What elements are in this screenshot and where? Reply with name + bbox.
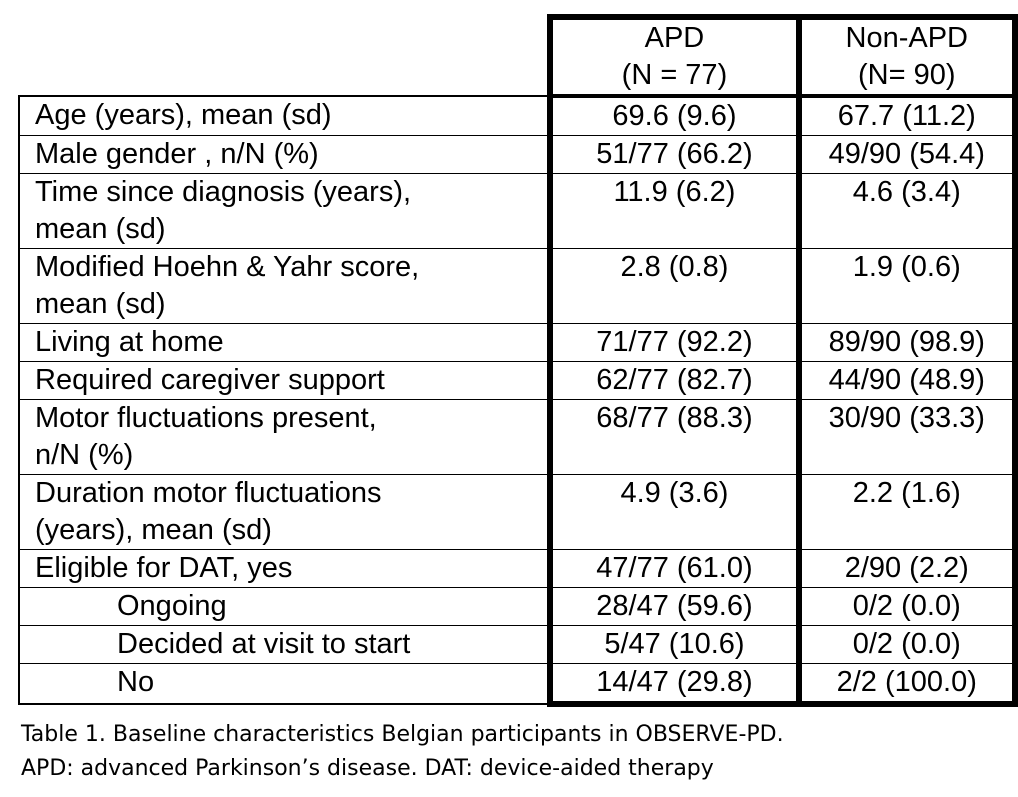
apd-value: 2.8 (0.8) [550, 249, 798, 324]
table-header-row [19, 17, 1015, 96]
non-apd-value: 2/2 (100.0) [799, 664, 1015, 705]
row-label [19, 362, 550, 400]
table-row [19, 588, 1015, 626]
row-label [19, 588, 550, 626]
non-apd-value: 89/90 (98.9) [799, 324, 1015, 362]
table-row [19, 400, 1015, 475]
row-label-line: n/N (%) [35, 439, 134, 471]
apd-value: 5/47 (10.6) [550, 626, 798, 664]
row-label [19, 626, 550, 664]
non-apd-value: 0/2 (0.0) [799, 626, 1015, 664]
apd-value: 62/77 (82.7) [550, 362, 798, 400]
row-label-line: Eligible for DAT, yes [35, 552, 293, 584]
table-row [19, 96, 1015, 136]
non-apd-value: 2.2 (1.6) [799, 475, 1015, 550]
table-row [19, 664, 1015, 705]
baseline-characteristics-table-container [18, 14, 1018, 707]
non-apd-value: 67.7 (11.2) [799, 96, 1015, 136]
row-label-line: Ongoing [117, 590, 227, 622]
apd-value: 71/77 (92.2) [550, 324, 798, 362]
header-non-apd-count: (N= 90) [858, 59, 956, 91]
non-apd-value: 0/2 (0.0) [799, 588, 1015, 626]
baseline-characteristics-table [18, 14, 1018, 707]
row-label-line: (years), mean (sd) [35, 514, 272, 546]
table-row [19, 136, 1015, 174]
row-label-line: Age (years), mean (sd) [35, 99, 332, 131]
row-label [19, 174, 550, 249]
row-label-line: mean (sd) [35, 213, 166, 245]
non-apd-value: 49/90 (54.4) [799, 136, 1015, 174]
header-apd-title: APD [644, 22, 705, 54]
header-non-apd [799, 17, 1015, 96]
row-label [19, 249, 550, 324]
caption-line-2: APD: advanced Parkinson’s disease. DAT: device-aided therapy [21, 756, 714, 781]
header-apd [550, 17, 798, 96]
apd-value: 69.6 (9.6) [550, 96, 798, 136]
table-caption [21, 718, 784, 786]
row-label [19, 475, 550, 550]
apd-value: 4.9 (3.6) [550, 475, 798, 550]
apd-value: 47/77 (61.0) [550, 550, 798, 588]
row-label [19, 664, 550, 705]
row-label-line: Duration motor fluctuations [35, 477, 382, 509]
non-apd-value: 1.9 (0.6) [799, 249, 1015, 324]
row-label [19, 136, 550, 174]
non-apd-value: 30/90 (33.3) [799, 400, 1015, 475]
header-non-apd-title: Non-APD [845, 22, 968, 54]
apd-value: 28/47 (59.6) [550, 588, 798, 626]
row-label [19, 400, 550, 475]
header-blank-cell [19, 17, 550, 96]
row-label-line: Time since diagnosis (years), [35, 176, 412, 208]
table-row [19, 626, 1015, 664]
row-label-line: No [117, 666, 155, 698]
row-label-line: mean (sd) [35, 288, 166, 320]
header-apd-count: (N = 77) [621, 59, 728, 91]
row-label-line: Decided at visit to start [117, 628, 411, 660]
row-label [19, 96, 550, 136]
row-label-line: Motor fluctuations present, [35, 402, 377, 434]
apd-value: 68/77 (88.3) [550, 400, 798, 475]
row-label [19, 550, 550, 588]
row-label-line: Male gender , n/N (%) [35, 138, 319, 170]
apd-value: 51/77 (66.2) [550, 136, 798, 174]
caption-line-1: Table 1. Baseline characteristics Belgian participants in OBSERVE-PD. [21, 722, 784, 747]
table-row [19, 249, 1015, 324]
row-label-line: Required caregiver support [35, 364, 385, 396]
row-label-line: Modified Hoehn & Yahr score, [35, 251, 420, 283]
table-row [19, 550, 1015, 588]
apd-value: 11.9 (6.2) [550, 174, 798, 249]
non-apd-value: 4.6 (3.4) [799, 174, 1015, 249]
row-label [19, 324, 550, 362]
table-row [19, 174, 1015, 249]
apd-value: 14/47 (29.8) [550, 664, 798, 705]
table-row [19, 324, 1015, 362]
row-label-line: Living at home [35, 326, 224, 358]
non-apd-value: 44/90 (48.9) [799, 362, 1015, 400]
non-apd-value: 2/90 (2.2) [799, 550, 1015, 588]
table-row [19, 475, 1015, 550]
table-row [19, 362, 1015, 400]
